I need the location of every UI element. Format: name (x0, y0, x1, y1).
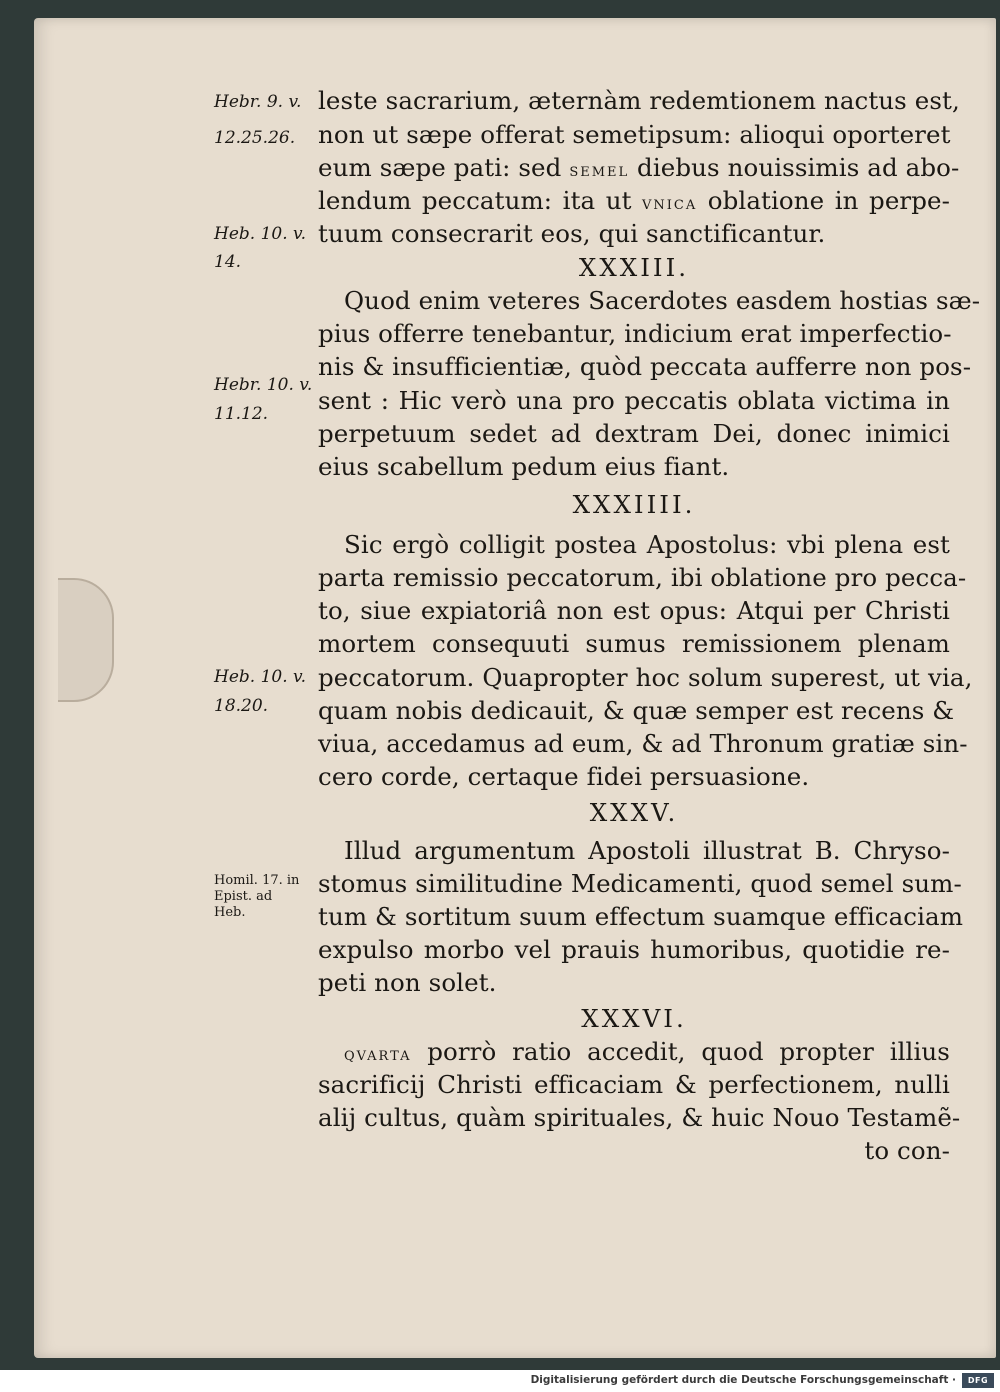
margin-note: Heb. 10. v. (214, 224, 307, 244)
body-line: quam nobis dedicauit, & quæ semper est recens & (318, 696, 955, 725)
page-tab (58, 578, 114, 702)
section-heading: XXXV. (589, 798, 679, 827)
body-text: eum sæpe pati: sed (318, 153, 570, 182)
body-text: diebus nouissimis ad abo- (629, 153, 960, 182)
section-heading: XXXIIII. (572, 490, 696, 519)
body-line: alij cultus, quàm spirituales, & huic Nouo Testamẽ- (318, 1103, 961, 1132)
body-line (318, 186, 950, 215)
margin-note: Hebr. 10. v. (214, 375, 313, 395)
body-line: to, siue expiatoriâ non est opus: Atqui per Christi (318, 596, 950, 625)
margin-note: Homil. 17. in (214, 873, 300, 888)
small-caps-word: VNICA (642, 198, 698, 213)
body-line: mortem consequuti sumus remissionem plenam (318, 629, 950, 658)
catchword: to con- (864, 1136, 950, 1165)
margin-note: Heb. (214, 905, 246, 920)
body-line: leste sacrarium, æternàm redemtionem nactus est, (318, 86, 960, 115)
body-text: oblatione in perpe- (697, 186, 950, 215)
margin-note: 11.12. (214, 404, 269, 424)
body-line: peccatorum. Quapropter hoc solum superest, ut via, (318, 663, 973, 692)
footer-bar (0, 1370, 1000, 1392)
section-heading: XXXIII. (578, 253, 690, 282)
small-caps-word: QVARTA (344, 1049, 412, 1064)
body-line (318, 1037, 950, 1066)
body-line: sacrificij Christi efficaciam & perfectionem, nulli (318, 1070, 950, 1099)
body-line: cero corde, certaque fidei persuasione. (318, 762, 810, 791)
small-caps-word: SEMEL (569, 165, 630, 180)
body-line: Sic ergò colligit postea Apostolus: vbi plena est (344, 530, 950, 559)
margin-note: 12.25.26. (214, 128, 296, 148)
margin-note: Heb. 10. v. (214, 667, 307, 687)
body-line: eius scabellum pedum eius fiant. (318, 452, 730, 481)
body-line: tum & sortitum suum effectum suamque efficaciam (318, 902, 964, 931)
body-line: pius offerre tenebantur, indicium erat imperfectio- (318, 319, 952, 348)
body-line: stomus similitudine Medicamenti, quod semel sum- (318, 869, 962, 898)
margin-note: 18.20. (214, 696, 269, 716)
body-line: expulso morbo vel prauis humoribus, quotidie re- (318, 935, 950, 964)
body-text: lendum peccatum: ita ut (318, 186, 643, 215)
margin-note: Hebr. 9. v. (214, 92, 302, 112)
body-line: nis & insufficientiæ, quòd peccata aufferre non pos- (318, 352, 972, 381)
margin-note: Epist. ad (214, 889, 273, 904)
body-text: porrò ratio accedit, quod propter illius (411, 1037, 950, 1066)
body-line (318, 153, 960, 182)
body-line: parta remissio peccatorum, ibi oblatione pro pecca- (318, 563, 967, 592)
body-line: Quod enim veteres Sacerdotes easdem hostias sæ- (344, 286, 981, 315)
dfg-logo: DFG (962, 1373, 994, 1388)
body-line: peti non solet. (318, 968, 497, 997)
body-line: non ut sæpe offerat semetipsum: alioqui oporteret (318, 120, 951, 149)
body-line: tuum consecrarit eos, qui sanctificantur. (318, 219, 826, 248)
body-line: perpetuum sedet ad dextram Dei, donec inimici (318, 419, 950, 448)
margin-note: 14. (214, 252, 242, 272)
body-line: viua, accedamus ad eum, & ad Thronum gratiæ sin- (318, 729, 968, 758)
funding-credit: Digitalisierung gefördert durch die Deutsche Forschungsgemeinschaft · (530, 1374, 956, 1386)
body-line: Illud argumentum Apostoli illustrat B. Chryso- (344, 836, 950, 865)
body-line: sent : Hic verò una pro peccatis oblata victima in (318, 386, 950, 415)
section-heading: XXXVI. (581, 1004, 687, 1033)
